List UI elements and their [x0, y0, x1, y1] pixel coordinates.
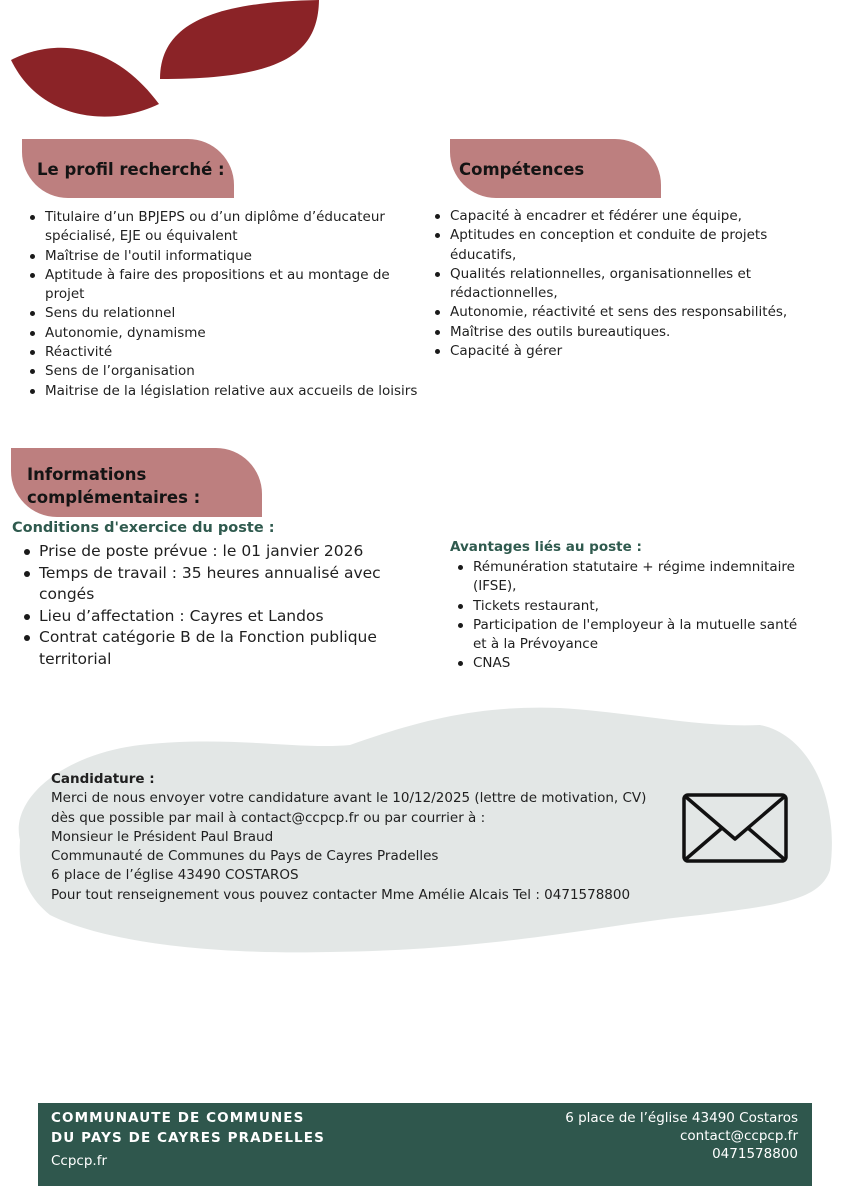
candidature-line: dès que possible par mail à contact@ccpcp.fr ou par courrier à : [51, 809, 486, 826]
avantages-list [456, 558, 801, 674]
list-item: Sens de l’organisation [28, 362, 418, 381]
list-item: CNAS [456, 654, 801, 673]
footer-email-link[interactable]: contact@ccpcp.fr [679, 1128, 798, 1144]
list-item: Maîtrise des outils bureautiques. [433, 323, 798, 342]
list-item: Autonomie, réactivité et sens des responsabilités, [433, 303, 798, 322]
candidature-line: Communauté de Communes du Pays de Cayres Pradelles [51, 848, 439, 865]
profil-list [28, 208, 418, 401]
list-item: Capacité à encadrer et fédérer une équipe, [433, 207, 798, 226]
footer-address: 6 place de l’église 43490 Costaros [565, 1110, 798, 1126]
leaf-right [160, 0, 319, 79]
candidature-line: Merci de nous envoyer votre candidature avant le 10/12/2025 (lettre de motivation, CV) [51, 790, 647, 807]
candidature-title: Candidature : [51, 771, 155, 787]
list-item: Capacité à gérer [433, 342, 798, 361]
infos-title-line2: complémentaires : [27, 488, 201, 507]
footer-organization [51, 1108, 325, 1148]
candidature-block [51, 770, 661, 905]
candidature-line: Monsieur le Président Paul Braud [51, 828, 274, 845]
conditions-list [22, 541, 432, 670]
list-item: Maitrise de la législation relative aux accueils de loisirs [28, 382, 418, 401]
list-item: Aptitude à faire des propositions et au montage de projet [28, 266, 418, 305]
list-item: Prise de poste prévue : le 01 janvier 2026 [22, 541, 432, 563]
leaf-left [11, 48, 159, 117]
leaves-decoration [0, 0, 340, 130]
list-item: Maîtrise de l'outil informatique [28, 247, 418, 266]
envelope-icon [682, 793, 788, 863]
footer-org-line1: COMMUNAUTE DE COMMUNES [51, 1110, 305, 1126]
list-item: Aptitudes en conception et conduite de projets éducatifs, [433, 226, 798, 265]
footer-org-line2: DU PAYS DE CAYRES PRADELLES [51, 1130, 325, 1146]
footer-phone: 0471578800 [712, 1146, 798, 1162]
footer-website-link[interactable]: Ccpcp.fr [51, 1153, 108, 1169]
avantages-title: Avantages liés au poste : [450, 539, 642, 555]
candidature-line: Pour tout renseignement vous pouvez contacter Mme Amélie Alcais Tel : 0471578800 [51, 886, 631, 903]
list-item: Temps de travail : 35 heures annualisé avec congés [22, 563, 432, 606]
list-item: Sens du relationnel [28, 304, 418, 323]
candidature-line: 6 place de l’église 43490 COSTAROS [51, 867, 299, 884]
infos-title-line1: Informations [27, 465, 147, 484]
list-item: Contrat catégorie B de la Fonction publique territorial [22, 627, 432, 670]
profil-heading [22, 139, 234, 198]
competences-list [433, 207, 798, 361]
footer [38, 1103, 812, 1186]
footer-contact [565, 1109, 798, 1163]
list-item: Lieu d’affectation : Cayres et Landos [22, 606, 432, 628]
list-item: Rémunération statutaire + régime indemnitaire (IFSE), [456, 558, 801, 597]
profil-title: Le profil recherché : [37, 160, 225, 179]
conditions-title: Conditions d'exercice du poste : [12, 520, 275, 536]
list-item: Autonomie, dynamisme [28, 324, 418, 343]
list-item: Participation de l'employeur à la mutuelle santé et à la Prévoyance [456, 616, 801, 655]
list-item: Réactivité [28, 343, 418, 362]
list-item: Titulaire d’un BPJEPS ou d’un diplôme d’éducateur spécialisé, EJE ou équivalent [28, 208, 418, 247]
competences-heading [450, 139, 661, 198]
infos-heading [11, 448, 262, 517]
list-item: Qualités relationnelles, organisationnelles et rédactionnelles, [433, 265, 798, 304]
list-item: Tickets restaurant, [456, 597, 801, 616]
competences-title: Compétences [459, 160, 585, 179]
